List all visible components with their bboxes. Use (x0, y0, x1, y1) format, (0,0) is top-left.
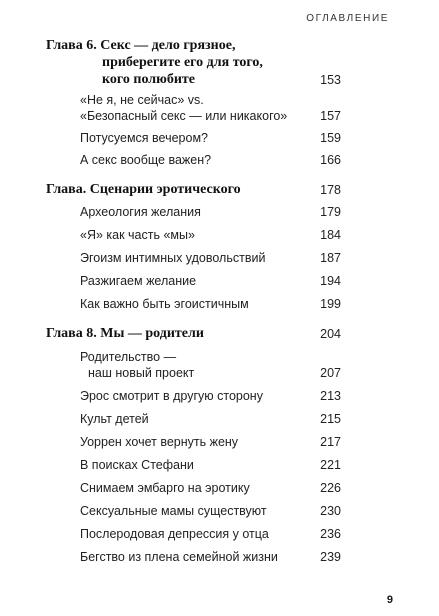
toc-page-number: 221 (320, 458, 341, 472)
toc-entry-title: Как важно быть эгоистичным (80, 297, 249, 311)
toc-entry[interactable] (80, 349, 341, 381)
toc-chapter-title: Глава 6. Секс — дело грязное, (46, 38, 236, 53)
toc-entry-title: Послеродовая депрессия у отца (80, 527, 269, 541)
toc-page-number: 153 (320, 73, 341, 87)
toc-entry[interactable] (80, 549, 341, 565)
toc-entry[interactable] (80, 273, 341, 289)
toc-chapter-title: Глава. Сценарии эротического (46, 182, 241, 197)
toc-chapter-title: кого полюбите (102, 72, 195, 87)
toc-page-number: 236 (320, 527, 341, 541)
toc-entry-title: Снимаем эмбарго на эротику (80, 481, 250, 495)
toc-page-number: 157 (320, 109, 341, 123)
toc-entry-title: Эгоизм интимных удовольствий (80, 251, 266, 265)
toc-page-number: 213 (320, 389, 341, 403)
toc-entry[interactable] (80, 434, 341, 450)
toc-entry[interactable] (80, 130, 341, 146)
toc-page-number: 194 (320, 274, 341, 288)
toc-page-number: 215 (320, 412, 341, 426)
toc-entry[interactable] (80, 480, 341, 496)
toc-entry-title: Потусуемся вечером? (80, 131, 208, 145)
toc-page-number: 204 (320, 327, 341, 341)
toc-chapter-title: Глава 8. Мы — родители (46, 326, 204, 341)
toc-chapter[interactable] (46, 181, 341, 198)
toc-entry-title: Родительство — (80, 350, 177, 364)
toc-entry[interactable] (80, 152, 341, 168)
toc-entry[interactable] (80, 296, 341, 312)
toc-entry-title: Культ детей (80, 412, 149, 426)
toc-entry-title: «Я» как часть «мы» (80, 228, 195, 242)
toc-page-number: 184 (320, 228, 341, 242)
toc-chapter[interactable] (46, 37, 341, 88)
toc-entry-title: «Не я, не сейчас» vs. (80, 93, 204, 107)
toc-entry[interactable] (80, 503, 341, 519)
toc-chapter-title: приберегите его для того, (102, 55, 263, 70)
toc-entry-title: Уоррен хочет вернуть жену (80, 435, 239, 449)
toc-page-number: 159 (320, 131, 341, 145)
toc-page-number: 199 (320, 297, 341, 311)
toc-entry[interactable] (80, 92, 341, 124)
toc-page-number: 207 (320, 366, 341, 380)
toc-entry-title: «Безопасный секс — или никакого» (80, 109, 288, 123)
running-header: ОГЛАВЛЕНИЕ (306, 13, 389, 24)
toc-page-number: 166 (320, 153, 341, 167)
toc-entry[interactable] (80, 411, 341, 427)
toc-entry[interactable] (80, 388, 341, 404)
toc-entry[interactable] (80, 227, 341, 243)
toc-page-number: 179 (320, 205, 341, 219)
toc-entry[interactable] (80, 526, 341, 542)
toc-page-number: 226 (320, 481, 341, 495)
toc-page-number: 217 (320, 435, 341, 449)
toc-chapter[interactable] (46, 325, 341, 342)
toc-entry-title: В поисках Стефани (80, 458, 194, 472)
toc-entry-title: Разжигаем желание (80, 274, 197, 288)
toc-page-number: 239 (320, 550, 341, 564)
toc-entry-title: Археология желания (80, 205, 201, 219)
toc-entry-title: Сексуальные мамы существуют (80, 504, 267, 518)
toc-page-number: 230 (320, 504, 341, 518)
toc-entry[interactable] (80, 204, 341, 220)
toc-entry-title: наш новый проект (88, 366, 195, 380)
toc-entry-title: А секс вообще важен? (80, 153, 212, 167)
toc-entry-title: Бегство из плена семейной жизни (80, 550, 278, 564)
toc-entry[interactable] (80, 250, 341, 266)
page-number: 9 (386, 594, 393, 606)
toc-entry-title: Эрос смотрит в другую сторону (80, 389, 263, 403)
toc-page-number: 178 (320, 183, 341, 197)
toc-entry[interactable] (80, 457, 341, 473)
toc-page-number: 187 (320, 251, 341, 265)
